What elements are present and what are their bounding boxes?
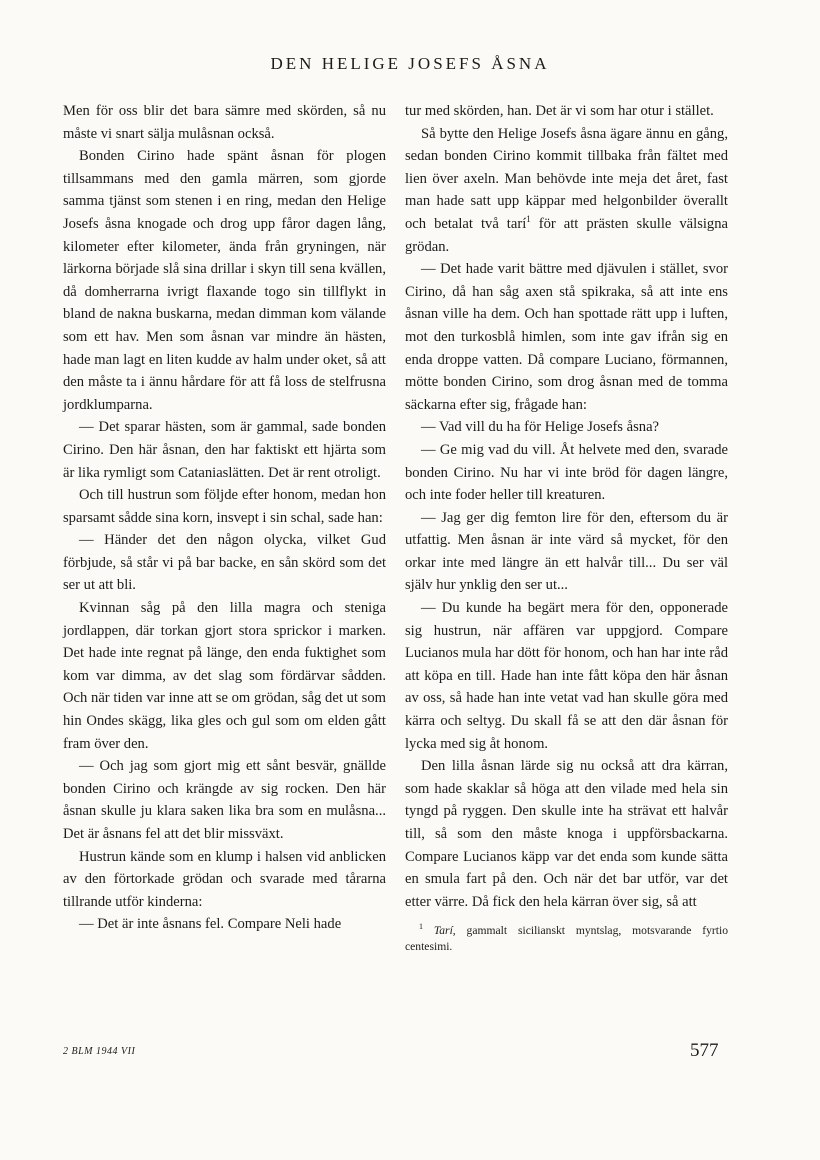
paragraph: — Det hade varit bättre med djävulen i stället, svor Cirino, då han såg axen stå spikraka, så att inte ens åsnan ville ha dem. Och han spottade rätt upp i luften, mot den turkosblå himlen, som inte gav ifrån sig en enda droppe vatten. Då compare Luciano, förmannen, mötte bonden Cirino, som drog åsnan med de tomma säckarna efter sig, frågade han: xyxy=(405,261,728,413)
footnote-marker: 1 xyxy=(419,922,423,932)
paragraph: — Du kunde ha begärt mera för den, opponerade sig hustrun, när affären var uppgjord. Compare Lucianos mula har dött för honom, och han har inte råd att köpa en till. Hade han inte fått köpa den här åsnan av oss, så hade han inte vetat vad han skulle göra med kärra och seltyg. Du skall få se att den där åsnan för lycka med sig åt honom. xyxy=(405,600,728,752)
paragraph: Och till hustrun som följde efter honom, medan hon sparsamt sådde sina korn, insvept i sin schal, sade han: xyxy=(63,487,386,526)
paragraph: Den lilla åsnan lärde sig nu också att dra kärran, som hade skaklar så höga att den vilade med hela sin tyngd på ryggen. Den skulle inte ha strävat ett halvår till, så som den måste knoga i uppförsbackarna. Compare Lucianos käpp var det enda som kunde sätta en smula fart på den. Och när det bar utför, var det etter värre. Då fick den hela kärran över sig, så att xyxy=(405,758,728,910)
paragraph: — Och jag som gjort mig ett sånt besvär, gnällde bonden Cirino och krängde av sig rocken. Den här åsnan skulle ju klara saken lika bra som en mulåsna... Det är åsnans fel att det blir missväxt. xyxy=(63,758,386,842)
paragraph: — Det sparar hästen, som är gammal, sade bonden Cirino. Den här åsnan, den har faktiskt ett hjärta som är lika rymligt som Cataniaslätten. Det är rent otroligt. xyxy=(63,419,386,481)
paragraph: Men för oss blir det bara sämre med skörden, så nu måste vi snart sälja mulåsnan också. xyxy=(63,103,386,142)
footnote xyxy=(405,923,728,955)
right-column-upper xyxy=(405,100,728,258)
page-number: 577 xyxy=(690,1040,719,1061)
paragraph: — Vad vill du ha för Helige Josefs åsna? xyxy=(421,419,660,436)
paragraph xyxy=(405,123,728,259)
paragraph-text: för att prästen skulle välsigna grödan. xyxy=(405,215,728,255)
paragraph: tur med skörden, han. Det är vi som har otur i stället. xyxy=(405,103,714,119)
footnote-reference: 1 xyxy=(526,214,531,225)
right-column-lower xyxy=(405,258,728,913)
footnote-term: Tarí, xyxy=(433,924,456,938)
paragraph: Kvinnan såg på den lilla magra och steniga jordlappen, där torkan gjort stora sprickor i marken. Det hade inte regnat på länge, den enda fuktighet som kom var dimma, av det slag som fördärvar sådden. Och när tiden var inne att se om grödan, såg det ut som hin Ondes skägg, lika gles och gul som om elden gått fram över den. xyxy=(63,600,386,752)
paragraph: Hustrun kände som en klump i halsen vid anblicken av den förtorkade grödan och svarade med tårarna tillrande utför kinderna: xyxy=(63,848,386,910)
left-column xyxy=(63,100,386,936)
paragraph: Bonden Cirino hade spänt åsnan för plogen tillsammans med den gamla märren, som gjorde samma tjänst som stenen i en ring, medan den Helige Josefs åsna knogade och drog upp fåror dagen lång, kilometer efter kilometer, ända från gryningen, när lärkorna började slå sina drillar i skyn till sena kvällen, då domherrarna ivrigt flaxande togo sin tillflykt in bland de nakna buskarna, medan dimman kom välande som ett hav. Men som åsnan var mindre än hästen, hade man lagt en liten kudde av halm under oket, så att den måste ta i ännu hårdare för att få loss de stelfrusna jordklumparna. xyxy=(63,148,386,413)
paragraph: — Det är inte åsnans fel. Compare Neli hade xyxy=(79,916,342,933)
paragraph: — Ge mig vad du vill. Åt helvete med den, svarade bonden Cirino. Nu har vi inte bröd för dagen längre, och inte foder heller till kreaturen. xyxy=(405,441,728,504)
running-head: DEN HELIGE JOSEFS ÅSNA xyxy=(270,54,550,73)
footnote-text: gammalt sicilianskt myntslag, motsvarande fyrtio centesimi. xyxy=(405,924,728,954)
right-column xyxy=(405,100,728,955)
paragraph-text: Så bytte den Helige Josefs åsna ägare ännu en gång, sedan bonden Cirino kommit tillbaka från fältet med lien över axeln. Man behövde inte meja det året, fast man hade satt upp käppar med helgonbilder överallt och betalat två tarí xyxy=(405,125,728,232)
paragraph: — Händer det den någon olycka, vilket Gud förbjude, så står vi på bar backe, en sån skörd som det ser ut att bli. xyxy=(63,532,386,594)
printer-signature: 2 BLM 1944 VII xyxy=(63,1046,136,1057)
paragraph: — Jag ger dig femton lire för den, eftersom du är utfattig. Men åsnan är inte värd så mycket, för den orkar inte med längre än ett halvår till... Du ser väl själv hur ynklig den ser ut... xyxy=(405,509,728,594)
